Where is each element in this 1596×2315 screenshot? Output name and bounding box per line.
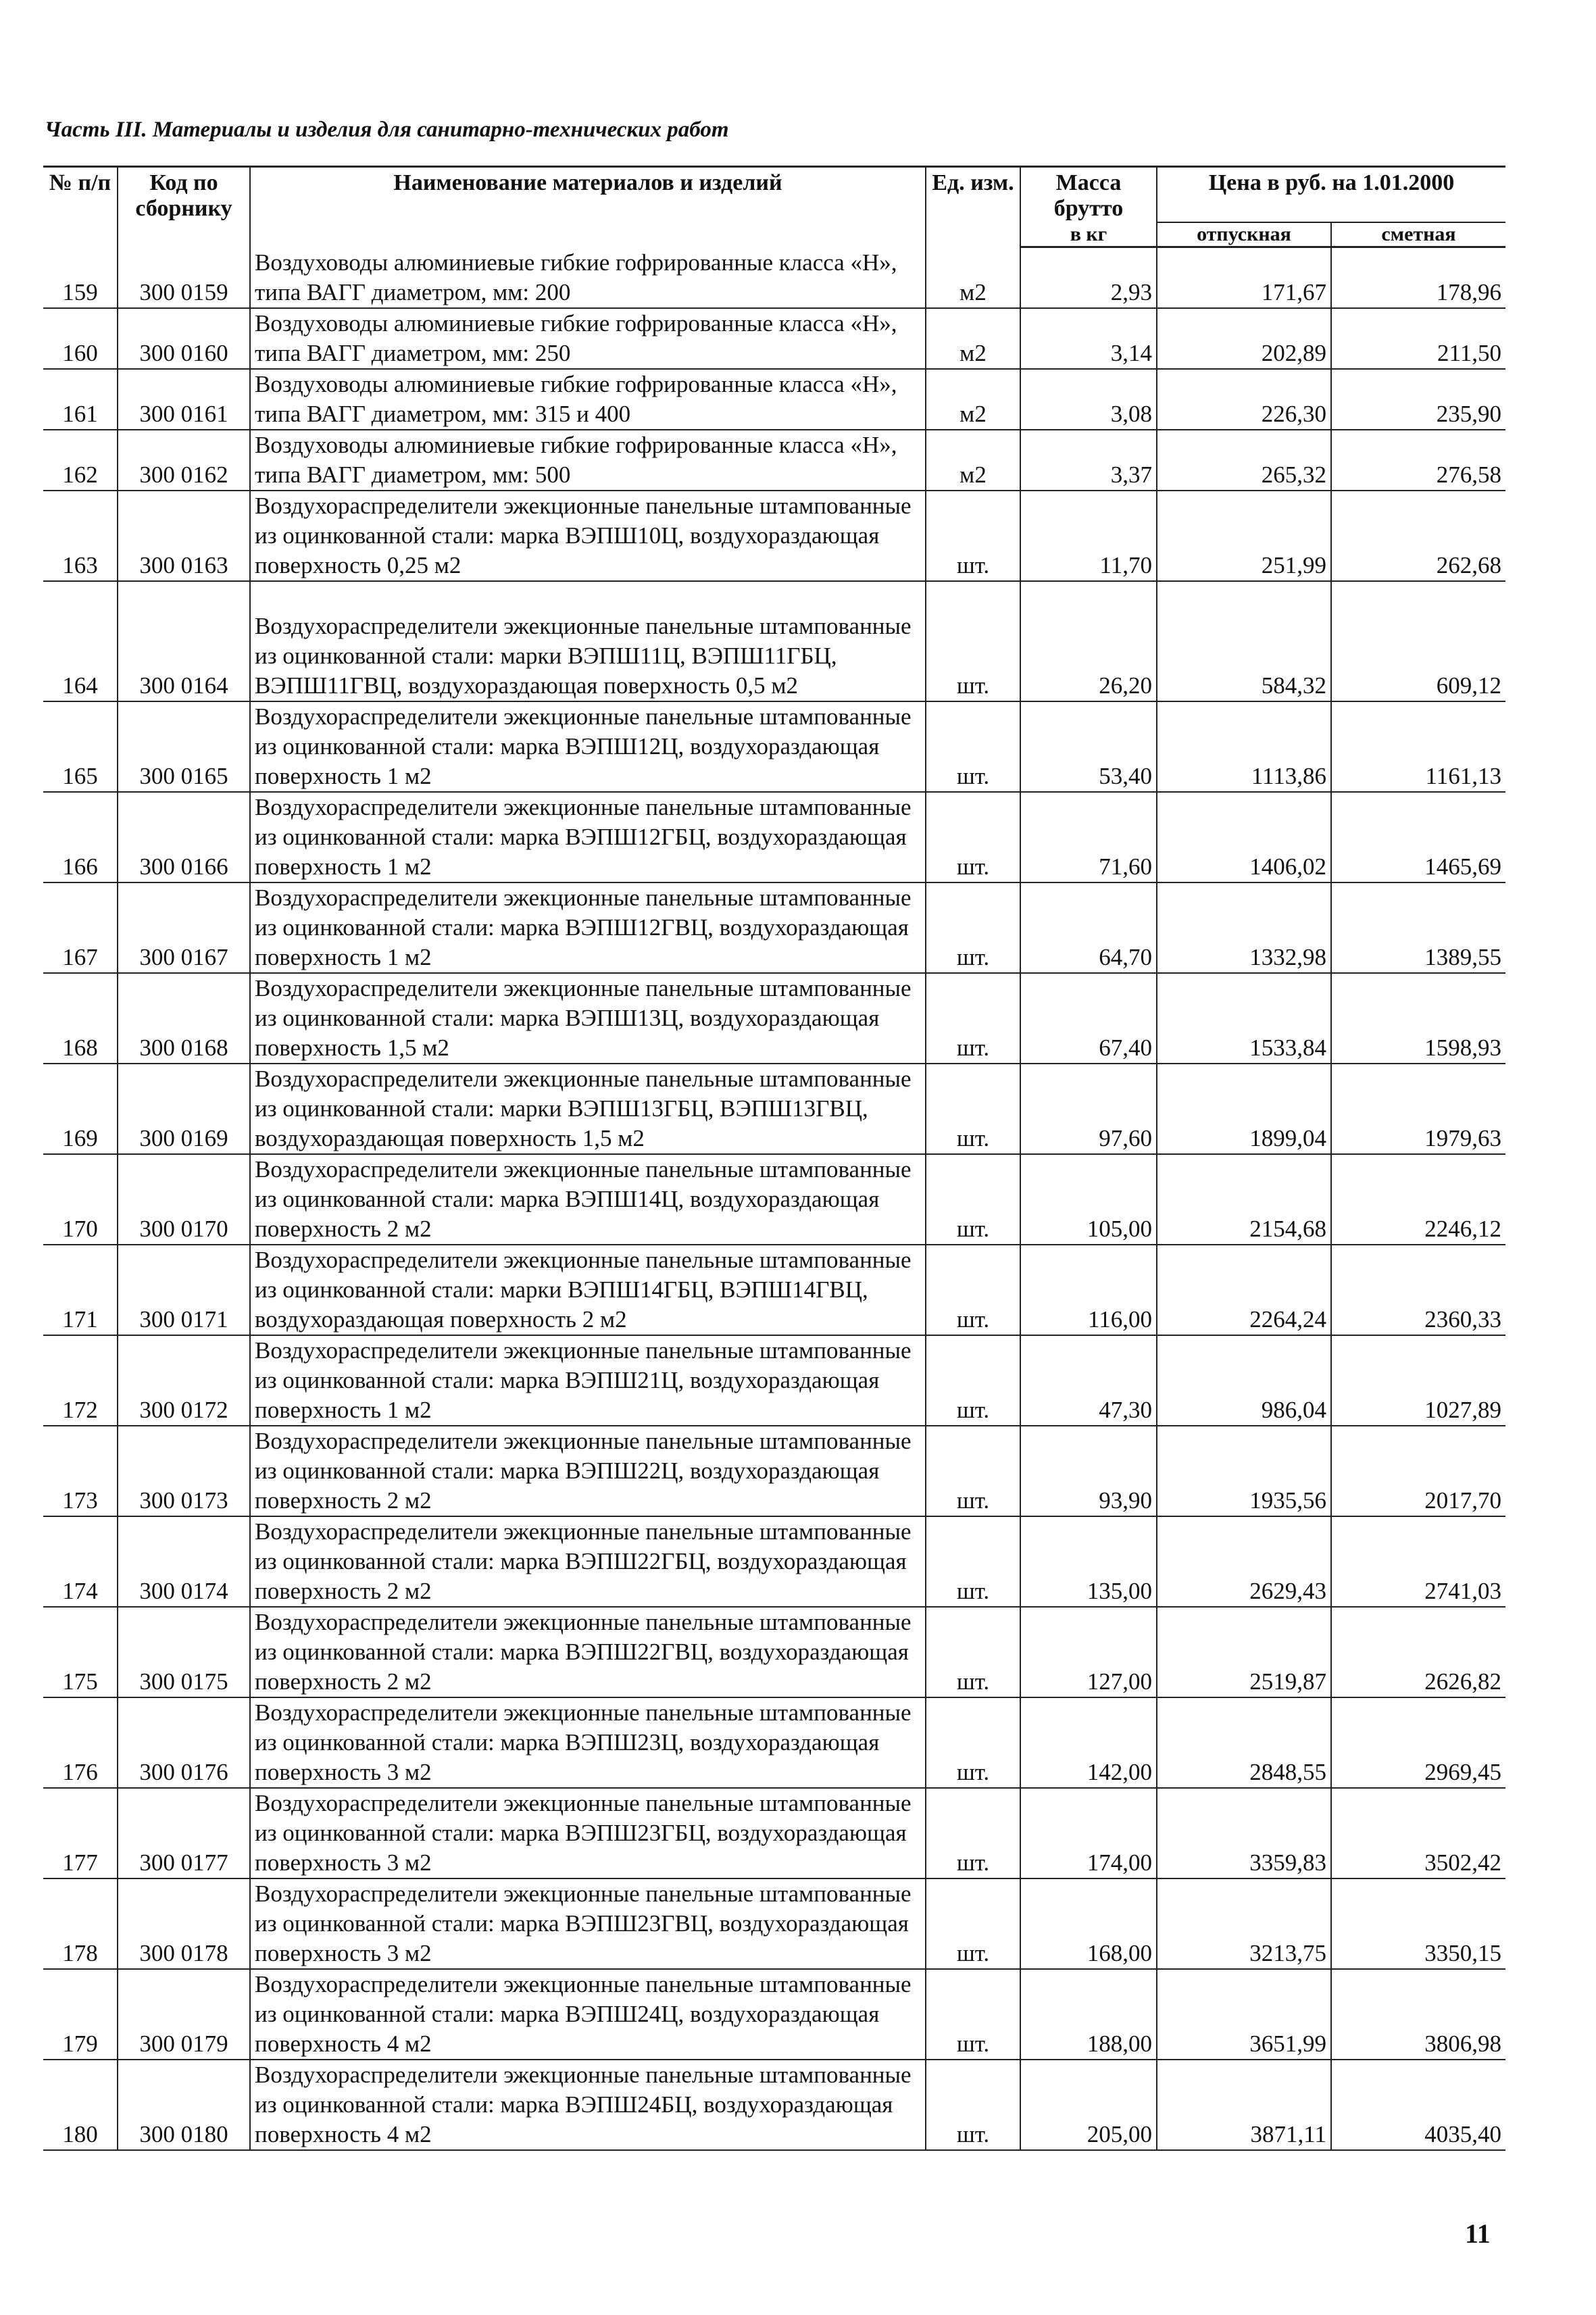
table-row: [43, 1878, 1505, 1969]
row-code: 300 0165: [118, 701, 250, 792]
row-unit: шт.: [926, 1335, 1020, 1426]
row-number: 172: [43, 1335, 118, 1426]
row-mass: 135,00: [1020, 1516, 1157, 1607]
row-code: 300 0168: [118, 973, 250, 1064]
row-name: Воздуховоды алюминиевые гибкие гофрированные класса «Н», типа ВАГГ диаметром, мм: 315 и 400: [250, 369, 926, 430]
row-mass: 93,90: [1020, 1426, 1157, 1516]
row-price-estimate: 262,68: [1331, 491, 1505, 581]
table-row: [43, 1064, 1505, 1154]
row-price-release: 202,89: [1157, 308, 1331, 369]
row-name: Воздухораспределители эжекционные панельные штампованные из оцинкованной стали: марки ВЭПШ11Ц, ВЭПШ11ГБЦ, ВЭПШ11ГВЦ, воздухораздающая поверхность 0,5 м2: [250, 581, 926, 701]
row-name: Воздухораспределители эжекционные панельные штампованные из оцинкованной стали: марка ВЭПШ12ГБЦ, воздухораздающая поверхность 1 м2: [250, 792, 926, 882]
row-code: 300 0167: [118, 882, 250, 973]
row-code: 300 0176: [118, 1697, 250, 1788]
row-price-release: 171,67: [1157, 247, 1331, 308]
row-mass: 97,60: [1020, 1064, 1157, 1154]
table-row: [43, 491, 1505, 581]
row-name: Воздухораспределители эжекционные панельные штампованные из оцинкованной стали: марки ВЭПШ13ГБЦ, ВЭПШ13ГВЦ, воздухораздающая поверхность 1,5 м2: [250, 1064, 926, 1154]
table-row: [43, 1969, 1505, 2060]
row-price-estimate: 3806,98: [1331, 1969, 1505, 2060]
row-unit: шт.: [926, 792, 1020, 882]
table-row: [43, 792, 1505, 882]
table-row: [43, 1154, 1505, 1245]
row-price-estimate: 1979,63: [1331, 1064, 1505, 1154]
row-price-release: 2848,55: [1157, 1697, 1331, 1788]
row-name: Воздухораспределители эжекционные панельные штампованные из оцинкованной стали: марка ВЭПШ23ГБЦ, воздухораздающая поверхность 3 м2: [250, 1788, 926, 1878]
column-header-num: № п/п: [43, 167, 118, 247]
row-mass: 3,08: [1020, 369, 1157, 430]
column-header-price-group: Цена в руб. на 1.01.2000: [1157, 167, 1505, 223]
row-mass: 116,00: [1020, 1245, 1157, 1335]
row-unit: шт.: [926, 1607, 1020, 1697]
table-header: [43, 167, 1505, 247]
row-code: 300 0177: [118, 1788, 250, 1878]
row-code: 300 0159: [118, 247, 250, 308]
row-name: Воздухораспределители эжекционные панельные штампованные из оцинкованной стали: марка ВЭПШ22ГВЦ, воздухораздающая поверхность 2 м2: [250, 1607, 926, 1697]
row-mass: 67,40: [1020, 973, 1157, 1064]
row-price-estimate: 1027,89: [1331, 1335, 1505, 1426]
row-code: 300 0179: [118, 1969, 250, 2060]
row-price-release: 1899,04: [1157, 1064, 1331, 1154]
row-name: Воздухораспределители эжекционные панельные штампованные из оцинкованной стали: марка ВЭПШ12Ц, воздухораздающая поверхность 1 м2: [250, 701, 926, 792]
row-unit: шт.: [926, 1516, 1020, 1607]
row-number: 179: [43, 1969, 118, 2060]
row-unit: шт.: [926, 581, 1020, 701]
row-price-estimate: 2017,70: [1331, 1426, 1505, 1516]
price-table: [43, 166, 1505, 2151]
table-row: [43, 1788, 1505, 1878]
row-number: 168: [43, 973, 118, 1064]
row-price-release: 1406,02: [1157, 792, 1331, 882]
row-number: 169: [43, 1064, 118, 1154]
row-name: Воздухораспределители эжекционные панельные штампованные из оцинкованной стали: марка ВЭПШ23Ц, воздухораздающая поверхность 3 м2: [250, 1697, 926, 1788]
row-number: 173: [43, 1426, 118, 1516]
row-unit: м2: [926, 247, 1020, 308]
row-mass: 142,00: [1020, 1697, 1157, 1788]
row-number: 163: [43, 491, 118, 581]
table-row: [43, 1516, 1505, 1607]
row-unit: шт.: [926, 1154, 1020, 1245]
row-unit: шт.: [926, 701, 1020, 792]
table-row: [43, 1607, 1505, 1697]
row-price-estimate: 1161,13: [1331, 701, 1505, 792]
row-name: Воздухораспределители эжекционные панельные штампованные из оцинкованной стали: марка ВЭПШ12ГВЦ, воздухораздающая поверхность 1 м2: [250, 882, 926, 973]
row-unit: шт.: [926, 2060, 1020, 2150]
row-mass: 47,30: [1020, 1335, 1157, 1426]
table-row: [43, 308, 1505, 369]
row-mass: 26,20: [1020, 581, 1157, 701]
row-code: 300 0170: [118, 1154, 250, 1245]
row-price-release: 1113,86: [1157, 701, 1331, 792]
table-row: [43, 973, 1505, 1064]
row-mass: 105,00: [1020, 1154, 1157, 1245]
row-mass: 168,00: [1020, 1878, 1157, 1969]
row-mass: 3,14: [1020, 308, 1157, 369]
row-number: 176: [43, 1697, 118, 1788]
row-number: 160: [43, 308, 118, 369]
column-header-unit: Ед. изм.: [926, 167, 1020, 247]
row-price-release: 3213,75: [1157, 1878, 1331, 1969]
table-row: [43, 247, 1505, 308]
page-number: 11: [1465, 2218, 1491, 2249]
row-price-estimate: 4035,40: [1331, 2060, 1505, 2150]
row-price-estimate: 2626,82: [1331, 1607, 1505, 1697]
row-unit: м2: [926, 308, 1020, 369]
row-unit: шт.: [926, 1788, 1020, 1878]
row-unit: шт.: [926, 1969, 1020, 2060]
table-row: [43, 369, 1505, 430]
row-price-release: 1935,56: [1157, 1426, 1331, 1516]
row-code: 300 0173: [118, 1426, 250, 1516]
row-number: 180: [43, 2060, 118, 2150]
row-code: 300 0160: [118, 308, 250, 369]
row-unit: шт.: [926, 1697, 1020, 1788]
row-number: 167: [43, 882, 118, 973]
row-mass: 53,40: [1020, 701, 1157, 792]
row-mass: 127,00: [1020, 1607, 1157, 1697]
row-price-estimate: 211,50: [1331, 308, 1505, 369]
row-mass: 71,60: [1020, 792, 1157, 882]
row-mass: 188,00: [1020, 1969, 1157, 2060]
row-mass: 11,70: [1020, 491, 1157, 581]
row-price-estimate: 1465,69: [1331, 792, 1505, 882]
row-number: 178: [43, 1878, 118, 1969]
row-number: 159: [43, 247, 118, 308]
row-name: Воздухораспределители эжекционные панельные штампованные из оцинкованной стали: марка ВЭПШ24БЦ, воздухораздающая поверхность 4 м2: [250, 2060, 926, 2150]
row-code: 300 0161: [118, 369, 250, 430]
row-code: 300 0171: [118, 1245, 250, 1335]
row-unit: шт.: [926, 1245, 1020, 1335]
row-price-estimate: 1598,93: [1331, 973, 1505, 1064]
row-price-release: 2519,87: [1157, 1607, 1331, 1697]
row-mass: 2,93: [1020, 247, 1157, 308]
table-body: [43, 247, 1505, 2150]
row-price-estimate: 2246,12: [1331, 1154, 1505, 1245]
row-name: Воздухораспределители эжекционные панельные штампованные из оцинкованной стали: марка ВЭПШ10Ц, воздухораздающая поверхность 0,25 м2: [250, 491, 926, 581]
row-code: 300 0164: [118, 581, 250, 701]
row-price-release: 1533,84: [1157, 973, 1331, 1064]
row-unit: шт.: [926, 973, 1020, 1064]
row-number: 162: [43, 430, 118, 491]
column-header-mass-unit: в кг: [1020, 222, 1157, 247]
row-price-estimate: 2360,33: [1331, 1245, 1505, 1335]
row-price-estimate: 2969,45: [1331, 1697, 1505, 1788]
row-price-release: 584,32: [1157, 581, 1331, 701]
row-number: 171: [43, 1245, 118, 1335]
row-code: 300 0162: [118, 430, 250, 491]
table-row: [43, 581, 1505, 701]
row-price-release: 226,30: [1157, 369, 1331, 430]
row-code: 300 0180: [118, 2060, 250, 2150]
row-name: Воздухораспределители эжекционные панельные штампованные из оцинкованной стали: марка ВЭПШ23ГВЦ, воздухораздающая поверхность 3 м2: [250, 1878, 926, 1969]
row-unit: шт.: [926, 1426, 1020, 1516]
column-header-name: Наименование материалов и изделий: [250, 167, 926, 247]
row-number: 177: [43, 1788, 118, 1878]
row-name: Воздухораспределители эжекционные панельные штампованные из оцинкованной стали: марки ВЭПШ14ГБЦ, ВЭПШ14ГВЦ, воздухораздающая поверхность 2 м2: [250, 1245, 926, 1335]
row-price-release: 2154,68: [1157, 1154, 1331, 1245]
row-price-estimate: 276,58: [1331, 430, 1505, 491]
row-price-release: 265,32: [1157, 430, 1331, 491]
row-mass: 64,70: [1020, 882, 1157, 973]
row-price-release: 2629,43: [1157, 1516, 1331, 1607]
row-code: 300 0166: [118, 792, 250, 882]
row-number: 161: [43, 369, 118, 430]
row-price-release: 1332,98: [1157, 882, 1331, 973]
row-name: Воздуховоды алюминиевые гибкие гофрированные класса «Н», типа ВАГГ диаметром, мм: 500: [250, 430, 926, 491]
table-row: [43, 1697, 1505, 1788]
part-title: Часть III. Материалы и изделия для санитарно-технических работ: [45, 118, 729, 142]
row-name: Воздуховоды алюминиевые гибкие гофрированные класса «Н», типа ВАГГ диаметром, мм: 250: [250, 308, 926, 369]
row-price-estimate: 3350,15: [1331, 1878, 1505, 1969]
column-header-code: Код по сборнику: [118, 167, 250, 247]
column-header-price-estimate: сметная: [1331, 222, 1505, 247]
row-mass: 174,00: [1020, 1788, 1157, 1878]
row-name: Воздухораспределители эжекционные панельные штампованные из оцинкованной стали: марка ВЭПШ13Ц, воздухораздающая поверхность 1,5 м2: [250, 973, 926, 1064]
row-code: 300 0174: [118, 1516, 250, 1607]
row-price-estimate: 609,12: [1331, 581, 1505, 701]
row-mass: 3,37: [1020, 430, 1157, 491]
table-row: [43, 1335, 1505, 1426]
row-number: 170: [43, 1154, 118, 1245]
row-unit: м2: [926, 430, 1020, 491]
row-code: 300 0163: [118, 491, 250, 581]
row-code: 300 0172: [118, 1335, 250, 1426]
row-name: Воздухораспределители эжекционные панельные штампованные из оцинкованной стали: марка ВЭПШ24Ц, воздухораздающая поверхность 4 м2: [250, 1969, 926, 2060]
table-row: [43, 430, 1505, 491]
table-row: [43, 1426, 1505, 1516]
row-name: Воздуховоды алюминиевые гибкие гофрированные класса «Н», типа ВАГГ диаметром, мм: 200: [250, 247, 926, 308]
row-unit: шт.: [926, 1878, 1020, 1969]
row-number: 165: [43, 701, 118, 792]
row-name: Воздухораспределители эжекционные панельные штампованные из оцинкованной стали: марка ВЭПШ21Ц, воздухораздающая поверхность 1 м2: [250, 1335, 926, 1426]
row-number: 174: [43, 1516, 118, 1607]
row-code: 300 0178: [118, 1878, 250, 1969]
row-price-release: 3871,11: [1157, 2060, 1331, 2150]
row-unit: м2: [926, 369, 1020, 430]
row-name: Воздухораспределители эжекционные панельные штампованные из оцинкованной стали: марка ВЭПШ22ГБЦ, воздухораздающая поверхность 2 м2: [250, 1516, 926, 1607]
table-row: [43, 1245, 1505, 1335]
row-code: 300 0169: [118, 1064, 250, 1154]
row-price-release: 3651,99: [1157, 1969, 1331, 2060]
row-code: 300 0175: [118, 1607, 250, 1697]
row-number: 164: [43, 581, 118, 701]
row-unit: шт.: [926, 1064, 1020, 1154]
row-price-estimate: 235,90: [1331, 369, 1505, 430]
row-price-release: 251,99: [1157, 491, 1331, 581]
column-header-mass: Масса брутто: [1020, 167, 1157, 223]
row-name: Воздухораспределители эжекционные панельные штампованные из оцинкованной стали: марка ВЭПШ14Ц, воздухораздающая поверхность 2 м2: [250, 1154, 926, 1245]
row-price-release: 2264,24: [1157, 1245, 1331, 1335]
row-price-release: 986,04: [1157, 1335, 1331, 1426]
row-number: 175: [43, 1607, 118, 1697]
row-unit: шт.: [926, 882, 1020, 973]
row-name: Воздухораспределители эжекционные панельные штампованные из оцинкованной стали: марка ВЭПШ22Ц, воздухораздающая поверхность 2 м2: [250, 1426, 926, 1516]
table-row: [43, 882, 1505, 973]
row-price-estimate: 2741,03: [1331, 1516, 1505, 1607]
table-row: [43, 701, 1505, 792]
row-price-release: 3359,83: [1157, 1788, 1331, 1878]
row-price-estimate: 3502,42: [1331, 1788, 1505, 1878]
row-price-estimate: 178,96: [1331, 247, 1505, 308]
row-price-estimate: 1389,55: [1331, 882, 1505, 973]
row-unit: шт.: [926, 491, 1020, 581]
row-mass: 205,00: [1020, 2060, 1157, 2150]
row-number: 166: [43, 792, 118, 882]
column-header-price-release: отпускная: [1157, 222, 1331, 247]
table-row: [43, 2060, 1505, 2150]
